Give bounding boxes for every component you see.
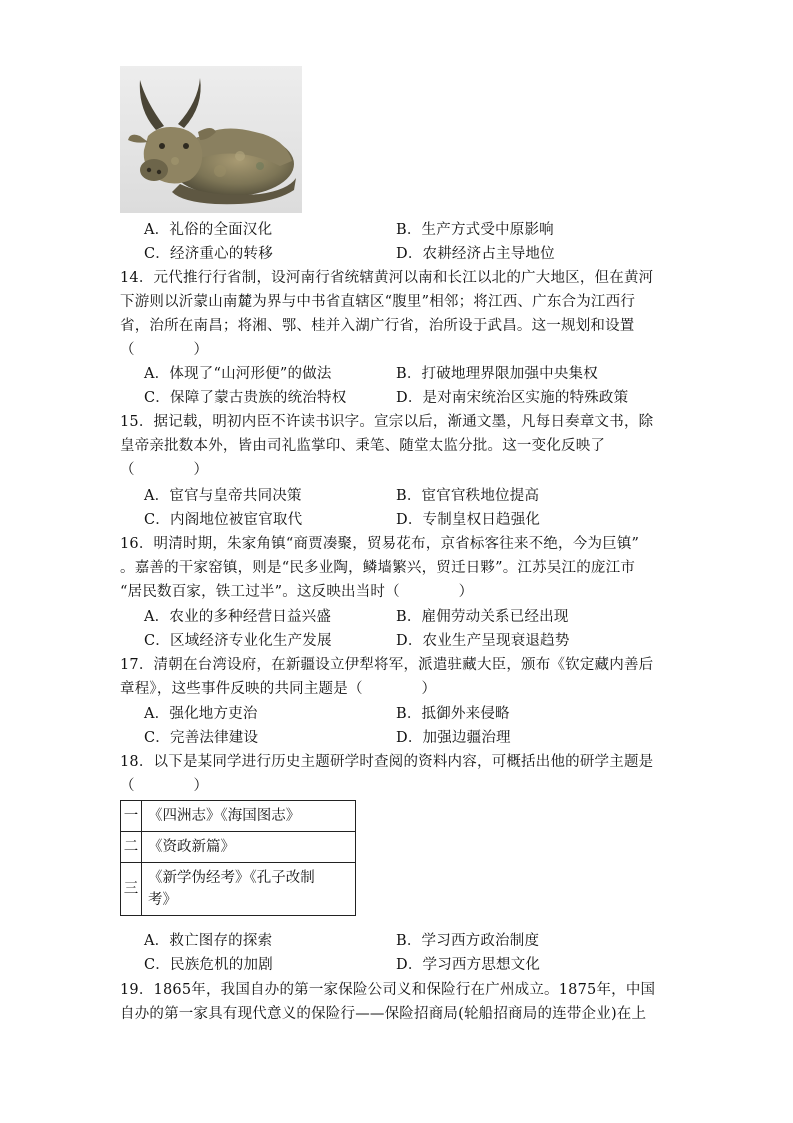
table-row-content	[142, 863, 356, 916]
table-cell-text: 《资政新篇》	[148, 839, 235, 855]
q17-option-a: A．强化地方吏治	[144, 706, 258, 722]
q16-option-c: C．区域经济专业化生产发展	[144, 633, 332, 649]
q14-option-b: B．打破地理界限加强中央集权	[396, 366, 598, 382]
table-row-number: 三	[121, 863, 142, 916]
q18-stem-line-1: 18．以下是某同学进行历史主题研学时查阅的资料内容，可概括出他的研学主题是	[120, 754, 654, 770]
q14-stem-line-1: 14．元代推行行省制，设河南行省统辖黄河以南和长江以北的广大地区，但在黄河	[120, 270, 654, 286]
table-row-number: 二	[121, 832, 142, 863]
q13-option-c: C．经济重心的转移	[144, 246, 273, 262]
q14-answer-blank: （ ）	[120, 342, 209, 358]
ox-sculpture-image	[120, 66, 302, 213]
q18-answer-blank: （ ）	[120, 778, 209, 794]
q15-stem-line-1: 15．据记载，明初内臣不许读书识字。宣宗以后，渐通文墨，凡每日奏章文书，除	[120, 414, 654, 430]
q15-option-a: A．宦官与皇帝共同决策	[144, 488, 302, 504]
q18-option-a: A．救亡图存的探索	[144, 933, 273, 949]
q18-option-c: C．民族危机的加剧	[144, 957, 273, 973]
q14-stem-line-2: 下游则以沂蒙山南麓为界与中书省直辖区“腹里”相邻；将江西、广东合为江西行	[120, 294, 636, 310]
table-cell-text: 考》	[148, 892, 177, 908]
q19-stem-line-1: 19．1865年，我国自办的第一家保险公司义和保险行在广州成立。1875年，中国	[120, 982, 656, 998]
q15-option-d: D．专制皇权日趋强化	[396, 512, 541, 528]
table-cell-text: 《四洲志》《海国图志》	[148, 808, 301, 824]
q13-option-b: B．生产方式受中原影响	[396, 222, 554, 238]
q13-option-a: A．礼俗的全面汉化	[144, 222, 273, 238]
q14-option-c: C．保障了蒙古贵族的统治特权	[144, 390, 347, 406]
table-row-number: 一	[121, 801, 142, 832]
q16-stem-line-2: 。嘉善的干家窑镇，则是“民多业陶，鳞墙繁兴，贸迁日夥”。江苏吴江的庞江市	[120, 560, 636, 576]
table-row-content	[142, 801, 356, 832]
table-row	[121, 863, 356, 916]
q14-option-a: A．体现了“山河形便”的做法	[144, 366, 332, 382]
q15-option-c: C．内阁地位被宦官取代	[144, 512, 303, 528]
q15-answer-blank: （ ）	[120, 462, 209, 478]
bronze-ox-figure	[120, 66, 302, 213]
table-row-content	[142, 832, 356, 863]
q17-option-c: C．完善法律建设	[144, 730, 259, 746]
q14-stem-line-3: 省，治所在南昌；将湘、鄂、桂并入湖广行省，治所设于武昌。这一规划和设置	[120, 318, 635, 334]
table-row	[121, 801, 356, 832]
q17-option-b: B．抵御外来侵略	[396, 706, 510, 722]
q15-option-b: B．宦官官秩地位提高	[396, 488, 540, 504]
q16-stem-line-1: 16．明清时期，朱家角镇“商贾凑聚，贸易花布，京省标客往来不绝，今为巨镇”	[120, 536, 640, 552]
q18-source-table	[120, 800, 356, 916]
table-row	[121, 832, 356, 863]
q19-stem-line-2: 自办的第一家具有现代意义的保险行——保险招商局(轮船招商局的连带企业)在上	[120, 1006, 647, 1022]
q14-option-d: D．是对南宋统治区实施的特殊政策	[396, 390, 629, 406]
q17-stem-line-2: 章程》，这些事件反映的共同主题是（ ）	[120, 681, 437, 697]
q16-option-a: A．农业的多种经营日益兴盛	[144, 609, 332, 625]
q13-option-d: D．农耕经济占主导地位	[396, 246, 555, 262]
q15-stem-line-2: 皇帝亲批数本外，皆由司礼监掌印、秉笔、随堂太监分批。这一变化反映了	[120, 438, 606, 454]
table-cell-text: 《新学伪经考》《孔子改制	[148, 870, 315, 886]
q16-stem-line-3: “居民数百家，铁工过半”。这反映出当时（ ）	[120, 584, 474, 600]
q17-stem-line-1: 17．清朝在台湾设府，在新疆设立伊犁将军，派遣驻藏大臣，颁布《钦定藏内善后	[120, 657, 654, 673]
q16-option-d: D．农业生产呈现衰退趋势	[396, 633, 570, 649]
q18-option-b: B．学习西方政治制度	[396, 933, 540, 949]
q18-option-d: D．学习西方思想文化	[396, 957, 541, 973]
q16-option-b: B．雇佣劳动关系已经出现	[396, 609, 569, 625]
q17-option-d: D．加强边疆治理	[396, 730, 511, 746]
